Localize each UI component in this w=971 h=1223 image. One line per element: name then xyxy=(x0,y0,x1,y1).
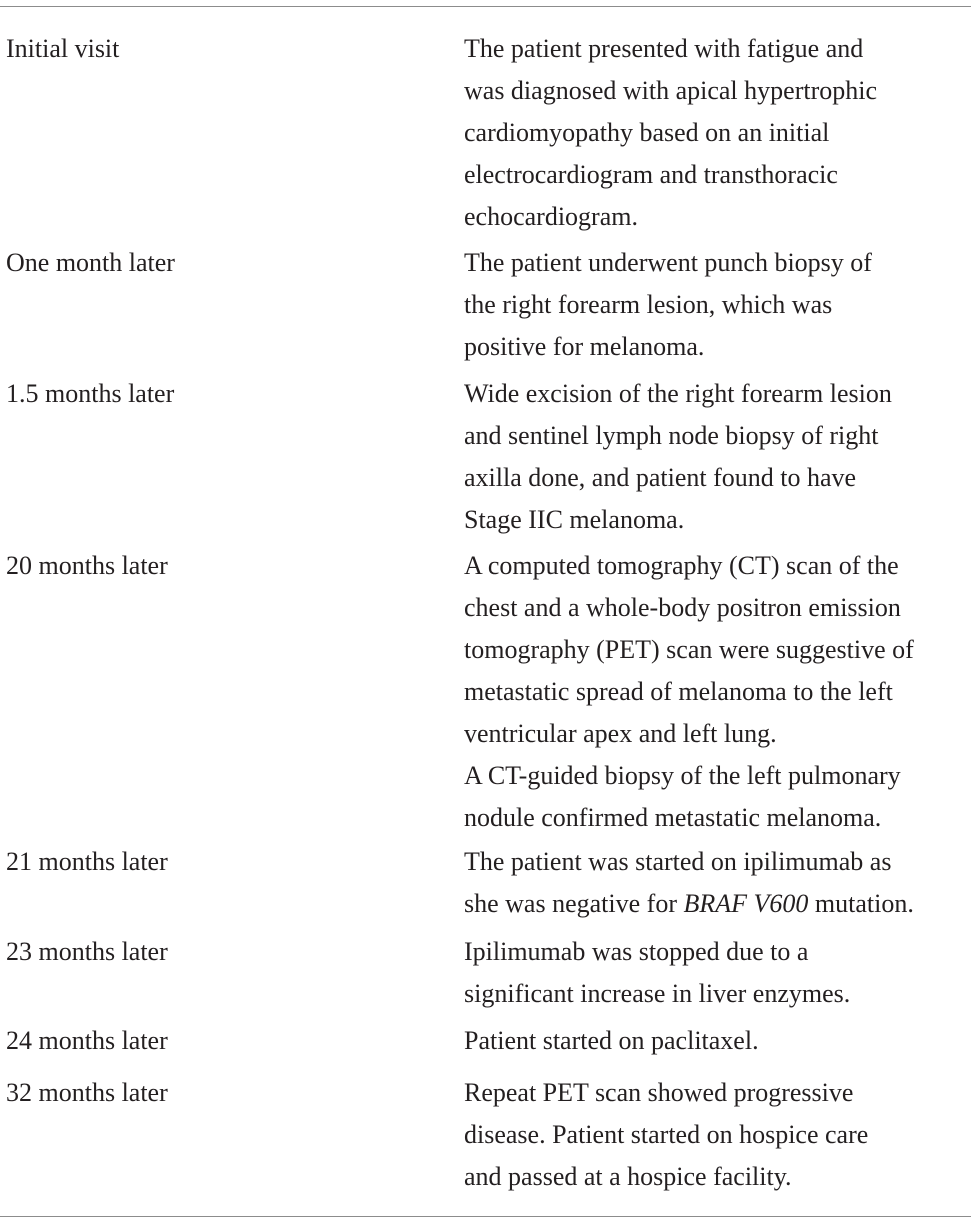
event-line: significant increase in liver enzymes. xyxy=(464,979,851,1008)
event-line: A computed tomography (CT) scan of the xyxy=(464,551,899,580)
event-line xyxy=(464,883,971,925)
event-line: The patient underwent punch biopsy of xyxy=(464,248,872,277)
event-line: Repeat PET scan showed progressive xyxy=(464,1078,854,1107)
event-line: the right forearm lesion, which was xyxy=(464,290,833,319)
time-cell: 21 months later xyxy=(6,847,168,876)
table-top-rule xyxy=(0,6,971,7)
event-text: she was negative for xyxy=(464,889,684,918)
table-bottom-rule xyxy=(0,1216,971,1217)
event-line: chest and a whole-body positron emission xyxy=(464,593,901,622)
event-line: Wide excision of the right forearm lesion xyxy=(464,379,892,408)
event-cell xyxy=(464,242,971,368)
event-line: Ipilimumab was stopped due to a xyxy=(464,937,809,966)
event-line: ventricular apex and left lung. xyxy=(464,719,777,748)
event-line: positive for melanoma. xyxy=(464,332,705,361)
event-line: was diagnosed with apical hypertrophic xyxy=(464,76,877,105)
event-line: electrocardiogram and transthoracic xyxy=(464,160,838,189)
event-line: and passed at a hospice facility. xyxy=(464,1162,792,1191)
event-line: cardiomyopathy based on an initial xyxy=(464,118,830,147)
time-cell: 24 months later xyxy=(6,1026,168,1055)
event-line: Patient started on paclitaxel. xyxy=(464,1026,759,1055)
event-cell xyxy=(464,373,971,541)
event-line: tomography (PET) scan were suggestive of xyxy=(464,635,914,664)
event-line: and sentinel lymph node biopsy of right xyxy=(464,421,879,450)
event-cell xyxy=(464,545,971,839)
time-cell: 32 months later xyxy=(6,1078,168,1107)
event-line: echocardiogram. xyxy=(464,202,638,231)
time-cell: 1.5 months later xyxy=(6,379,175,408)
time-cell: Initial visit xyxy=(6,34,120,63)
gene-name: BRAF V600 xyxy=(683,889,809,918)
event-text: mutation. xyxy=(808,889,914,918)
event-line: axilla done, and patient found to have xyxy=(464,463,857,492)
event-line: The patient presented with fatigue and xyxy=(464,34,864,63)
event-line: nodule confirmed metastatic melanoma. xyxy=(464,803,882,832)
event-line: metastatic spread of melanoma to the left xyxy=(464,677,893,706)
time-cell: 23 months later xyxy=(6,937,168,966)
event-line: disease. Patient started on hospice care xyxy=(464,1120,869,1149)
event-line: A CT-guided biopsy of the left pulmonary xyxy=(464,761,901,790)
time-cell: One month later xyxy=(6,248,175,277)
event-cell xyxy=(464,841,971,925)
time-cell: 20 months later xyxy=(6,551,168,580)
event-cell xyxy=(464,1072,971,1198)
event-cell xyxy=(464,1020,971,1062)
event-cell xyxy=(464,28,971,238)
event-cell xyxy=(464,931,971,1015)
event-line: The patient was started on ipilimumab as xyxy=(464,847,892,876)
event-line: Stage IIC melanoma. xyxy=(464,505,685,534)
